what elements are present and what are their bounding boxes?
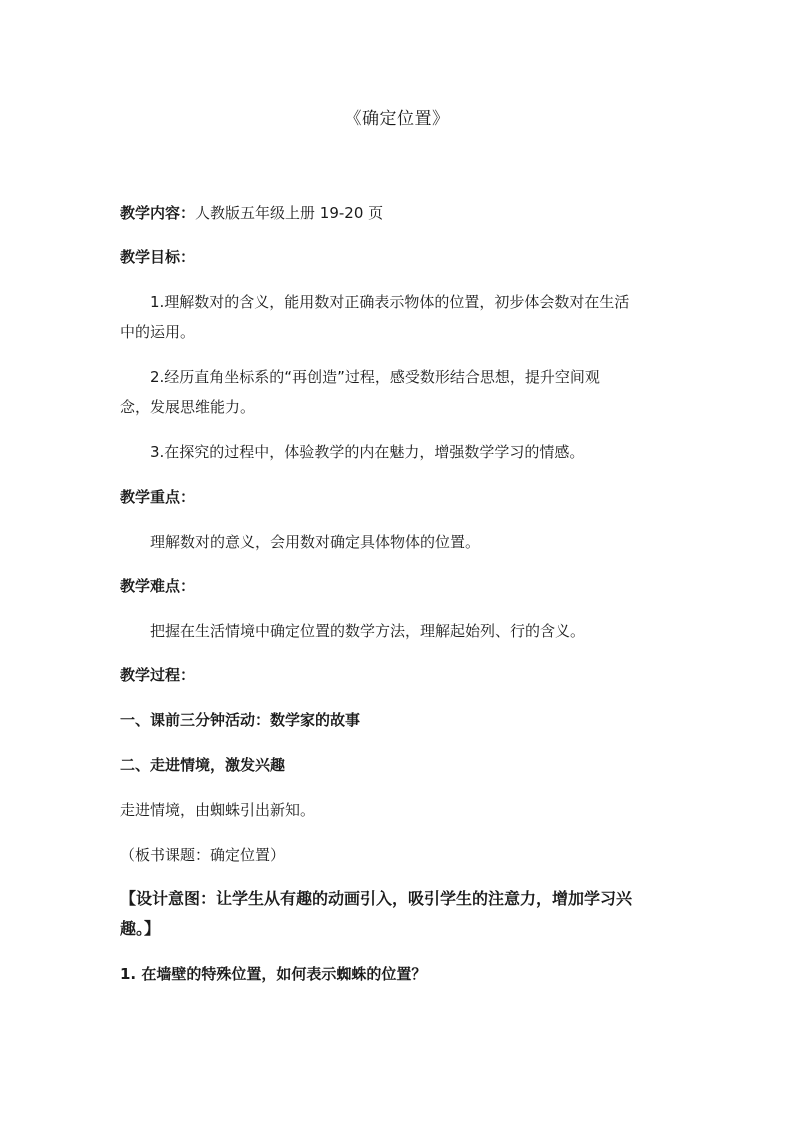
goal-1-line-2: 中的运用。 [120,323,196,341]
teaching-content-label: 教学内容： [120,204,196,222]
key-points-heading: 教学重点： [120,488,196,506]
teaching-goals-heading: 教学目标： [120,248,196,266]
intro-text: 走进情境，由蜘蛛引出新知。 [120,801,316,819]
teaching-content-line [120,203,383,223]
section-1-heading: 一、课前三分钟活动：数学家的故事 [120,711,361,729]
board-note: （板书课题：确定位置） [120,846,286,864]
page-title: 《确定位置》 [344,109,450,129]
teaching-content-value: 人教版五年级上册 19-20 页 [195,204,384,222]
goal-2-line-1: 2.经历直角坐标系的“再创造”过程，感受数形结合思想，提升空间观 [150,368,600,386]
design-intent-line-2: 趣。】 [120,919,161,938]
difficulty-text: 把握在生活情境中确定位置的数学方法，理解起始列、行的含义。 [150,622,586,640]
key-points-text: 理解数对的意义，会用数对确定具体物体的位置。 [150,533,481,551]
question-1: 1. 在墙壁的特殊位置，如何表示蜘蛛的位置？ [120,965,427,983]
goal-2-line-2: 念，发展思维能力。 [120,398,256,416]
section-2-heading: 二、走进情境，激发兴趣 [120,756,286,774]
design-intent-line-1: 【设计意图：让学生从有趣的动画引入，吸引学生的注意力，增加学习兴 [120,889,633,908]
goal-3: 3.在探究的过程中，体验教学的内在魅力，增强数学学习的情感。 [150,443,585,461]
difficulty-heading: 教学难点： [120,577,196,595]
goal-1-line-1: 1.理解数对的含义，能用数对正确表示物体的位置，初步体会数对在生活 [150,293,630,311]
process-heading: 教学过程： [120,666,196,684]
